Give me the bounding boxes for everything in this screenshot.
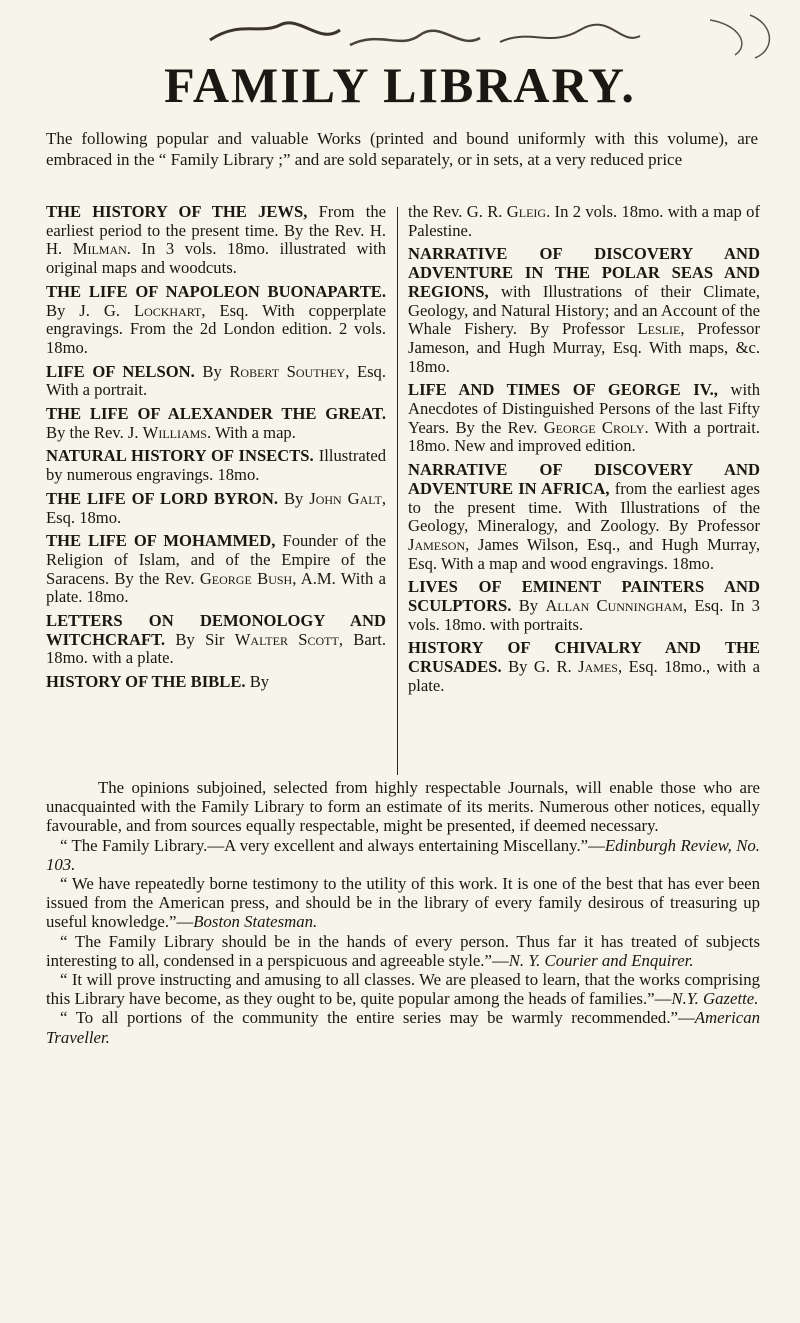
entry-author: Milman [72,239,127,259]
entry-post: . With a portrait. 18mo. New and improved edition. [408,417,760,456]
notices-lead: The opinions subjoined, selected from highly respectable Journals, will enable those who are unacquainted with the Family Library to form an estimate of its merits. Numerous other notices, equally favourable, and from sources equally respectable, might be presented, if deemed necessary. [46,778,760,836]
entry-title: LETTERS ON DEMONOLOGY AND WITCHCRAFT. [46,611,386,649]
entry-pre: By [518,596,539,616]
catalogue-entry [408,461,760,573]
entry-pre: Founder of the Religion of Islam, and of the Empire of the Saracens. By the Rev. [46,531,387,588]
intro-paragraph: The following popular and valuable Works (printed and bound uniformly with this volume), are embraced in the “ Family Library ;” and are sold separately, or in sets, at a very reduced price [46,129,758,169]
entry-post: , Professor Jameson, and Hugh Murray, Esq. With maps, &c. 18mo. [408,319,760,376]
entry-title: NARRATIVE OF DISCOVERY AND ADVENTURE IN THE POLAR SEAS AND REGIONS, [408,244,760,301]
entry-title: THE LIFE OF MOHAMMED, [46,531,276,551]
left-column [46,203,386,697]
entry-pre: By J. G. [46,300,120,320]
entry-post: , Esq. With a portrait. [46,361,386,400]
entry-post: , Esq. With copperplate engravings. From the 2d London edition. 2 vols. 18mo. [46,300,386,357]
entry-title: THE HISTORY OF THE JEWS, [46,202,308,221]
catalogue-entry [46,490,386,527]
entry-title: LIVES OF EMINENT PAINTERS AND SCULPTORS. [408,577,760,616]
entry-author: George Bush [199,568,293,588]
catalogue-entry [46,203,386,278]
quote-text: “ The Family Library.—A very excellent and always entertaining Miscellany.”— [60,835,605,855]
entry-pre: By Sir [175,629,225,649]
entry-title: LIFE OF NELSON. [46,361,195,381]
entry-author: John Galt [309,488,382,508]
quote-source: Edinburgh Review, No. 103. [46,835,760,874]
entry-author: James [578,657,618,677]
column-divider [397,207,398,775]
catalogue-entry [408,203,760,240]
entry-author: Williams [142,422,207,442]
entry-post: , Bart. 18mo. with a plate. [46,629,386,668]
entry-author: Jameson [408,534,466,554]
press-quote [46,932,760,970]
entry-post: , Esq. 18mo. [46,488,387,527]
entry-author: Allan Cunningham [545,596,683,616]
handwritten-scribble [150,0,780,60]
entry-title: NATURAL HISTORY OF INSECTS. [46,446,314,466]
quote-source: American Traveller. [46,1008,760,1047]
entry-title: HISTORY OF THE BIBLE. [46,672,246,692]
press-quote [46,1008,760,1046]
catalogue-entry [408,578,760,634]
entry-author: Gleig [506,202,547,221]
entry-title: THE LIFE OF LORD BYRON. [46,488,278,508]
entry-pre: from the earliest ages to the present time. With Illustrations of the Geology, Mineralogy, and Zoology. By Professor [408,478,760,536]
catalogue-entry [46,447,386,484]
entry-pre: By [283,488,304,508]
entry-pre: From the earliest period to the present time. By the Rev. H. H. [46,202,386,259]
entry-author: Leslie [637,319,681,339]
catalogue-entry [408,245,760,376]
entry-title: THE LIFE OF NAPOLEON BUONAPARTE. [46,281,386,301]
page-title: FAMILY LIBRARY. [164,57,636,113]
entry-title: THE LIFE OF ALEXANDER THE GREAT. [46,404,386,424]
entry-pre: the Rev. G. R. [408,202,503,221]
entry-pre: with Anecdotes of Distinguished Persons of the last Fifty Years. By the Rev. [408,380,760,437]
quote-source: N. Y. Courier and Enquirer. [508,950,694,970]
entry-author: Lockhart [133,300,202,320]
entry-pre: with Illustrations of their Climate, Geology, and Natural History; and an Account of the Whale Fishery. By Professor [408,281,760,339]
catalogue-entry [46,612,386,668]
right-column [408,203,760,701]
catalogue-entry [46,363,386,400]
quote-text: “ It will prove instructing and amusing to all classes. We are pleased to learn, that the works comprising this Library have become, as they ought to be, quite popular among the heads of families.”— [46,970,760,1009]
entry-author: Robert Southey [229,361,346,381]
quote-source: Boston Statesman. [193,912,318,932]
entry-pre: By [202,361,222,381]
entry-pre: By G. R. [508,657,572,677]
catalogue-entry [46,405,386,442]
press-quote [46,970,760,1008]
quote-source: N.Y. Gazette. [671,989,759,1009]
entry-post: , James Wilson, Esq., and Hugh Murray, Esq. With a map and wood engravings. 18mo. [408,534,760,573]
press-quote [46,874,760,932]
entry-title: NARRATIVE OF DISCOVERY AND ADVENTURE IN AFRICA, [408,460,760,498]
catalogue-columns [46,203,760,773]
entry-title: HISTORY OF CHIVALRY AND THE CRUSADES. [408,638,760,677]
quote-text: “ The Family Library should be in the hands of every person. Thus far it has treated of subjects interesting to all, condensed in a perspicuous and agreeable style.”— [46,931,760,970]
catalogue-entry [408,639,760,695]
catalogue-entry [46,673,386,692]
press-notices [46,778,760,1047]
entry-title: LIFE AND TIMES OF GEORGE IV., [408,380,718,400]
catalogue-entry [46,532,386,607]
entry-author: George Croly [543,417,645,437]
press-quote [46,836,760,874]
catalogue-entry [46,283,386,358]
entry-post: . In 2 vols. 18mo. with a map of Palestine. [408,202,760,240]
entry-author: Walter Scott [234,629,339,649]
catalogue-entry [408,381,760,456]
entry-post: . In 3 vols. 18mo. illustrated with original maps and woodcuts. [46,239,386,278]
entry-pre: By the Rev. J. [46,422,139,442]
entry-pre: By [249,672,270,692]
quote-text: “ To all portions of the community the entire series may be warmly recommended.”— [60,1008,695,1028]
entry-post: , A.M. With a plate. 18mo. [46,568,386,607]
entry-post: , Esq. 18mo., with a plate. [408,657,760,695]
entry-post: , Esq. In 3 vols. 18mo. with portraits. [408,596,760,634]
quote-text: “ We have repeatedly borne testimony to the utility of this work. It is one of the best that has ever been issued from the American press, and should be in the library of every family desirous of treasuring up useful knowledge.”— [46,874,760,932]
entry-pre: Illustrated by numerous engravings. 18mo. [46,446,386,485]
entry-post: . With a map. [206,422,296,442]
